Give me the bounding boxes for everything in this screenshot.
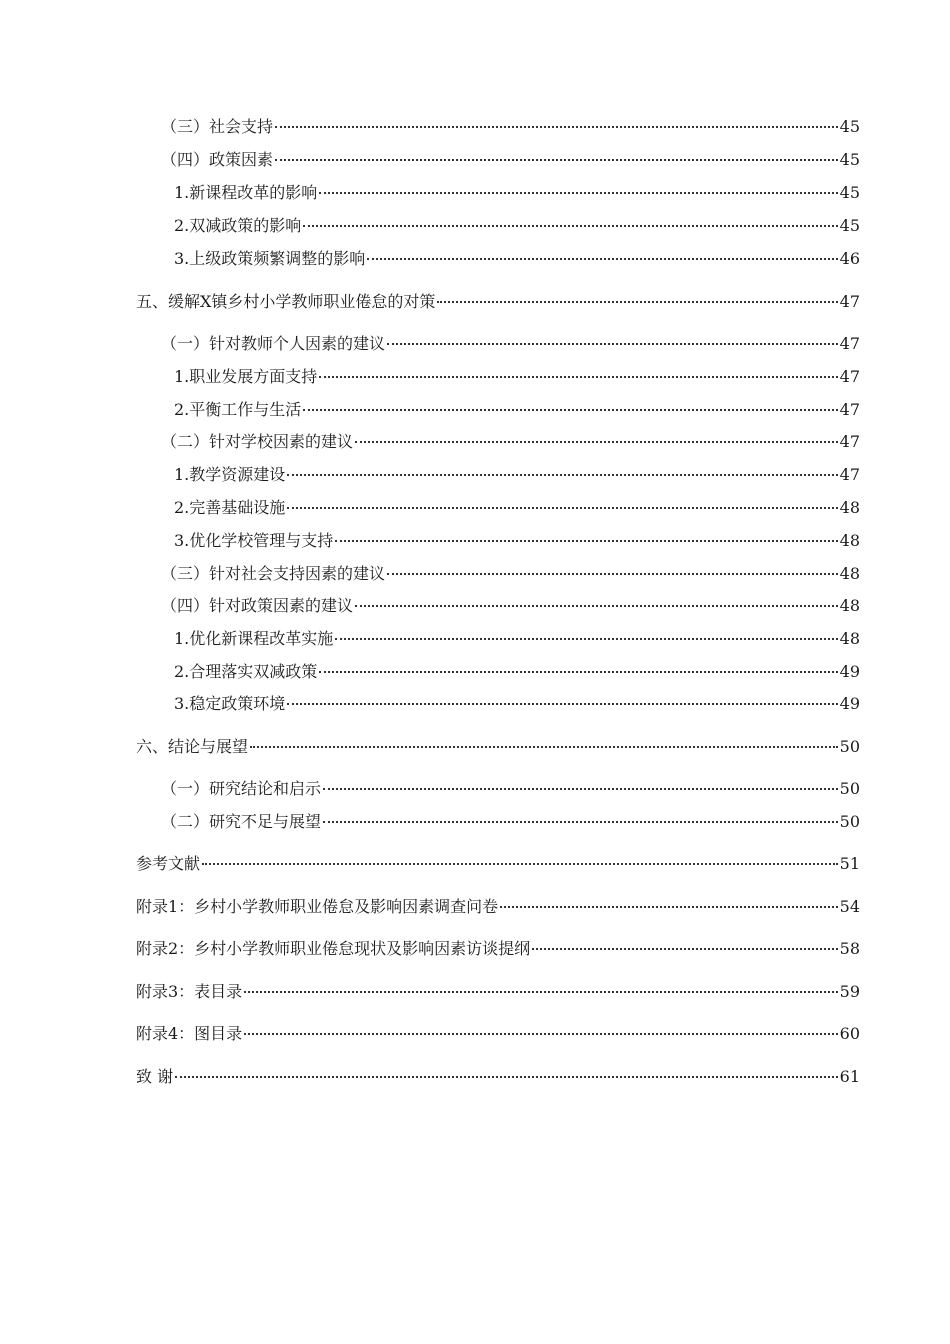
toc-entry[interactable] xyxy=(161,430,860,454)
toc-entry-title: 3.优化学校管理与支持 xyxy=(174,531,334,550)
toc-entry[interactable] xyxy=(174,627,860,651)
toc-page-number: 49 xyxy=(839,662,860,681)
toc-entry[interactable] xyxy=(136,290,860,314)
toc-entry-title: 附录2：乡村小学教师职业倦怠现状及影响因素访谈提纲 xyxy=(136,939,531,958)
toc-entry[interactable] xyxy=(161,777,860,801)
toc-entry[interactable] xyxy=(136,1065,860,1089)
toc-page-number: 47 xyxy=(839,400,860,419)
toc-entry[interactable] xyxy=(174,398,860,422)
toc-entry[interactable] xyxy=(161,148,860,172)
toc-page-number: 45 xyxy=(839,117,860,136)
toc-entry[interactable] xyxy=(161,115,860,139)
toc-entry-title: 3.稳定政策环境 xyxy=(174,694,286,713)
toc-page-number: 48 xyxy=(839,596,860,615)
toc-page-number: 46 xyxy=(839,249,860,268)
toc-entry-title: （四）政策因素 xyxy=(161,150,274,169)
toc-entry-title: 1.职业发展方面支持 xyxy=(174,367,318,386)
toc-entry[interactable] xyxy=(136,852,860,876)
toc-entry-title: 附录1：乡村小学教师职业倦怠及影响因素调查问卷 xyxy=(136,897,499,916)
toc-page-number: 61 xyxy=(839,1067,860,1086)
toc-page-number: 47 xyxy=(839,292,860,311)
toc-dot-leader xyxy=(387,343,838,345)
toc-entry-title: （一）研究结论和启示 xyxy=(161,779,322,798)
toc-entry-title: （二）针对学校因素的建议 xyxy=(161,432,354,451)
toc-entry-title: （一）针对教师个人因素的建议 xyxy=(161,334,386,353)
toc-dot-leader xyxy=(287,507,837,509)
toc-dot-leader xyxy=(335,540,837,542)
toc-page-number: 47 xyxy=(839,465,860,484)
toc-dot-leader xyxy=(335,638,837,640)
toc-entry-title: 2.合理落实双减政策 xyxy=(174,662,318,681)
toc-entry[interactable] xyxy=(161,562,860,586)
toc-dot-leader xyxy=(387,573,838,575)
toc-entry-title: 3.上级政策频繁调整的影响 xyxy=(174,249,366,268)
toc-dot-leader xyxy=(355,441,838,443)
toc-dot-leader xyxy=(202,863,838,865)
toc-entry-title: 2.平衡工作与生活 xyxy=(174,400,302,419)
toc-dot-leader xyxy=(303,225,837,227)
toc-dot-leader xyxy=(287,703,837,705)
toc-dot-leader xyxy=(319,192,837,194)
toc-entry[interactable] xyxy=(174,529,860,553)
toc-dot-leader xyxy=(275,159,838,161)
toc-dot-leader xyxy=(532,948,837,950)
toc-entry-title: （四）针对政策因素的建议 xyxy=(161,596,354,615)
toc-dot-leader xyxy=(275,126,838,128)
toc-page-number: 47 xyxy=(839,432,860,451)
toc-page-number: 50 xyxy=(839,737,860,756)
toc-dot-leader xyxy=(244,1033,837,1035)
toc-entry[interactable] xyxy=(174,181,860,205)
toc-dot-leader xyxy=(437,301,837,303)
toc-page-number: 59 xyxy=(839,982,860,1001)
toc-entry-title: 致 谢 xyxy=(136,1067,174,1086)
toc-entry-title: 六、结论与展望 xyxy=(136,737,249,756)
toc-entry[interactable] xyxy=(161,332,860,356)
toc-entry-title: 五、缓解X镇乡村小学教师职业倦怠的对策 xyxy=(136,292,436,311)
toc-dot-leader xyxy=(500,906,837,908)
toc-entry[interactable] xyxy=(174,496,860,520)
toc-entry[interactable] xyxy=(174,692,860,716)
toc-dot-leader xyxy=(319,376,837,378)
toc-entry-title: （三）社会支持 xyxy=(161,117,274,136)
toc-entry[interactable] xyxy=(161,810,860,834)
toc-entry[interactable] xyxy=(174,463,860,487)
toc-entry[interactable] xyxy=(174,214,860,238)
toc-page-number: 45 xyxy=(839,150,860,169)
toc-page-number: 48 xyxy=(839,629,860,648)
toc-page-number: 60 xyxy=(839,1024,860,1043)
toc-entry[interactable] xyxy=(136,937,860,961)
toc-entry-title: （二）研究不足与展望 xyxy=(161,812,322,831)
toc-entry[interactable] xyxy=(136,735,860,759)
toc-page-number: 45 xyxy=(839,183,860,202)
toc-entry[interactable] xyxy=(174,365,860,389)
toc-page-number: 48 xyxy=(839,531,860,550)
toc-dot-leader xyxy=(303,409,837,411)
toc-page-number: 51 xyxy=(839,854,860,873)
toc-page-number: 47 xyxy=(839,367,860,386)
toc-entry[interactable] xyxy=(161,594,860,618)
toc-entry-title: 1.教学资源建设 xyxy=(174,465,286,484)
toc-dot-leader xyxy=(175,1076,838,1078)
toc-entry-title: 1.新课程改革的影响 xyxy=(174,183,318,202)
toc-page-number: 48 xyxy=(839,498,860,517)
toc-page-number: 50 xyxy=(839,812,860,831)
toc-page-number: 49 xyxy=(839,694,860,713)
toc-page-number: 48 xyxy=(839,564,860,583)
toc-entry-title: 附录4：图目录 xyxy=(136,1024,243,1043)
toc-page-number: 47 xyxy=(839,334,860,353)
toc-dot-leader xyxy=(367,258,837,260)
toc-dot-leader xyxy=(319,671,837,673)
toc-entry-title: 1.优化新课程改革实施 xyxy=(174,629,334,648)
toc-page-number: 54 xyxy=(839,897,860,916)
toc-entry-title: （三）针对社会支持因素的建议 xyxy=(161,564,386,583)
toc-entry[interactable] xyxy=(136,980,860,1004)
toc-entry-title: 2.双减政策的影响 xyxy=(174,216,302,235)
toc-dot-leader xyxy=(287,474,837,476)
toc-dot-leader xyxy=(244,991,837,993)
toc-entry-title: 2.完善基础设施 xyxy=(174,498,286,517)
toc-entry-title: 附录3：表目录 xyxy=(136,982,243,1001)
toc-entry[interactable] xyxy=(174,660,860,684)
toc-dot-leader xyxy=(323,788,838,790)
toc-page-number: 58 xyxy=(839,939,860,958)
toc-page-number: 45 xyxy=(839,216,860,235)
toc-page-number: 50 xyxy=(839,779,860,798)
toc-entry[interactable] xyxy=(136,895,860,919)
toc-dot-leader xyxy=(250,746,838,748)
toc-dot-leader xyxy=(355,605,838,607)
toc-dot-leader xyxy=(323,821,838,823)
toc-entry[interactable] xyxy=(174,247,860,271)
toc-entry[interactable] xyxy=(136,1022,860,1046)
toc-entry-title: 参考文献 xyxy=(136,854,201,873)
